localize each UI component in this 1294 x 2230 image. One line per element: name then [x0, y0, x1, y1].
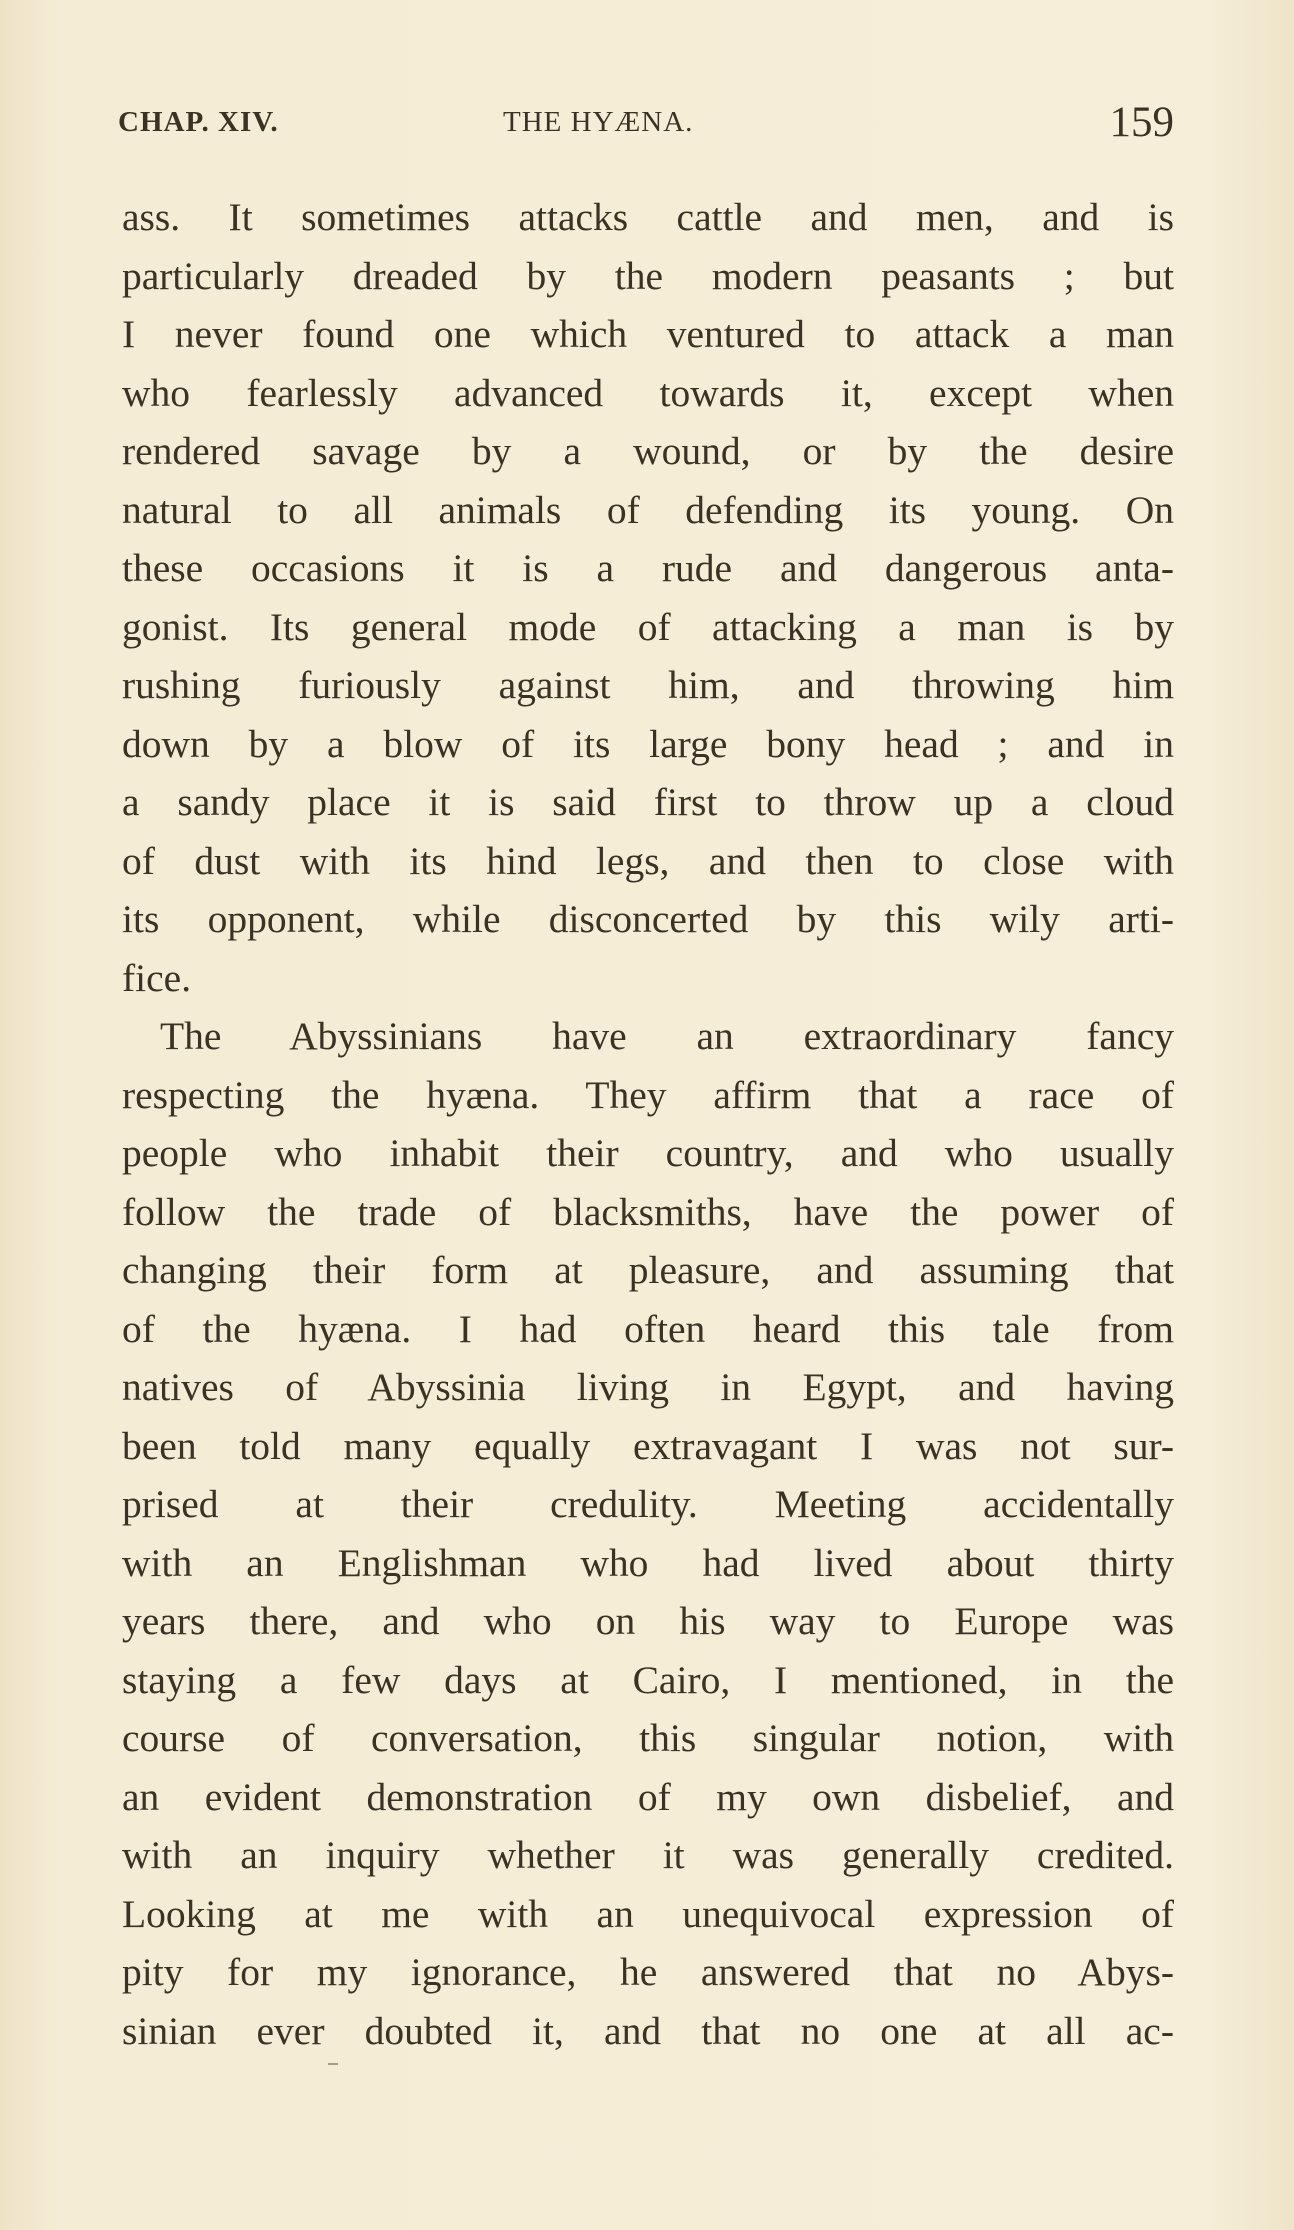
text-line: I never found one which ventured to attack a man — [122, 312, 1174, 356]
body-text — [122, 188, 1174, 2060]
text-line: rushing furiously against him, and throwing him — [122, 663, 1174, 707]
text-line: with an Englishman who had lived about thirty — [122, 1540, 1174, 1585]
text-line: of dust with its hind legs, and then to close with — [122, 838, 1174, 883]
text-line: pity for my ignorance, he answered that no Abys- — [122, 1950, 1174, 1994]
text-line: changing their form at pleasure, and assuming that — [122, 1248, 1174, 1292]
text-line: natural to all animals of defending its young. On — [122, 487, 1174, 532]
paragraph-start-line: The Abyssinians have an extraordinary fancy — [160, 1014, 1174, 1058]
text-line: been told many equally extravagant I was not sur- — [122, 1423, 1174, 1468]
text-line: years there, and who on his way to Europe was — [122, 1599, 1174, 1643]
page-number: 159 — [1109, 99, 1174, 146]
text-line: people who inhabit their country, and who usually — [122, 1131, 1174, 1175]
text-line: follow the trade of blacksmiths, have the power of — [122, 1189, 1174, 1234]
running-title: THE HYÆNA. — [503, 106, 694, 138]
text-line: prised at their credulity. Meeting accidentally — [122, 1482, 1174, 1526]
print-mark — [328, 2063, 338, 2065]
text-line: who fearlessly advanced towards it, except when — [122, 370, 1174, 415]
text-line: of the hyæna. I had often heard this tale from — [122, 1306, 1174, 1351]
text-line: gonist. Its general mode of attacking a man is by — [122, 604, 1174, 649]
text-line: ass. It sometimes attacks cattle and men, and is — [122, 195, 1174, 239]
text-line: an evident demonstration of my own disbelief, and — [122, 1774, 1174, 1819]
text-line: sinian ever doubted it, and that no one at all ac- — [122, 2008, 1174, 2053]
text-line: its opponent, while disconcerted by this wily arti- — [122, 897, 1174, 941]
text-line: natives of Abyssinia living in Egypt, and having — [122, 1365, 1174, 1409]
running-header — [118, 98, 1174, 148]
text-line: a sandy place it is said first to throw up a cloud — [122, 780, 1174, 824]
text-line: these occasions it is a rude and dangerous anta- — [122, 546, 1174, 590]
text-line: respecting the hyæna. They affirm that a race of — [122, 1072, 1174, 1117]
text-line: fice. — [122, 955, 192, 1000]
text-line: down by a blow of its large bony head ; and in — [122, 721, 1174, 766]
text-line: Looking at me with an unequivocal expression of — [122, 1891, 1174, 1936]
text-line: with an inquiry whether it was generally credited. — [122, 1833, 1174, 1877]
text-line: course of conversation, this singular notion, with — [122, 1716, 1174, 1760]
text-line: particularly dreaded by the modern peasants ; but — [122, 253, 1174, 298]
chapter-label: CHAP. XIV. — [118, 106, 279, 138]
text-line: rendered savage by a wound, or by the desire — [122, 429, 1174, 473]
text-line: staying a few days at Cairo, I mentioned, in the — [122, 1657, 1174, 1702]
